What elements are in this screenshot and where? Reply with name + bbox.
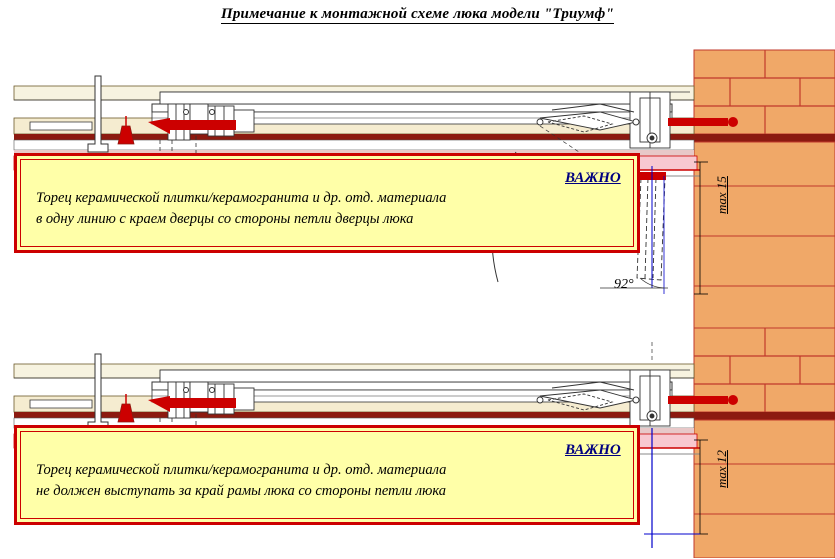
dimension-label-bottom: max 12 — [714, 450, 729, 488]
note-line-bottom-2: не должен выступать за край рамы люка со стороны петли люка — [36, 483, 447, 499]
angle-label-top: 92° — [614, 277, 634, 292]
dimension-label-top: max 15 — [714, 176, 729, 214]
note-line-top-1: Торец керамической плитки/керамогранита и др. отд. материала — [36, 190, 447, 206]
note-line-bottom-1: Торец керамической плитки/керамогранита и др. отд. материала — [36, 462, 447, 478]
page-title: Примечание к монтажной схеме люка модели "Триумф" — [220, 6, 615, 22]
brick-wall-bottom — [694, 328, 835, 558]
note-line-top-2: в одну линию с краем дверцы со стороны петли дверцы люка — [36, 211, 414, 227]
note-important-top: ВАЖНО — [565, 170, 621, 186]
note-important-bottom: ВАЖНО — [565, 442, 621, 458]
